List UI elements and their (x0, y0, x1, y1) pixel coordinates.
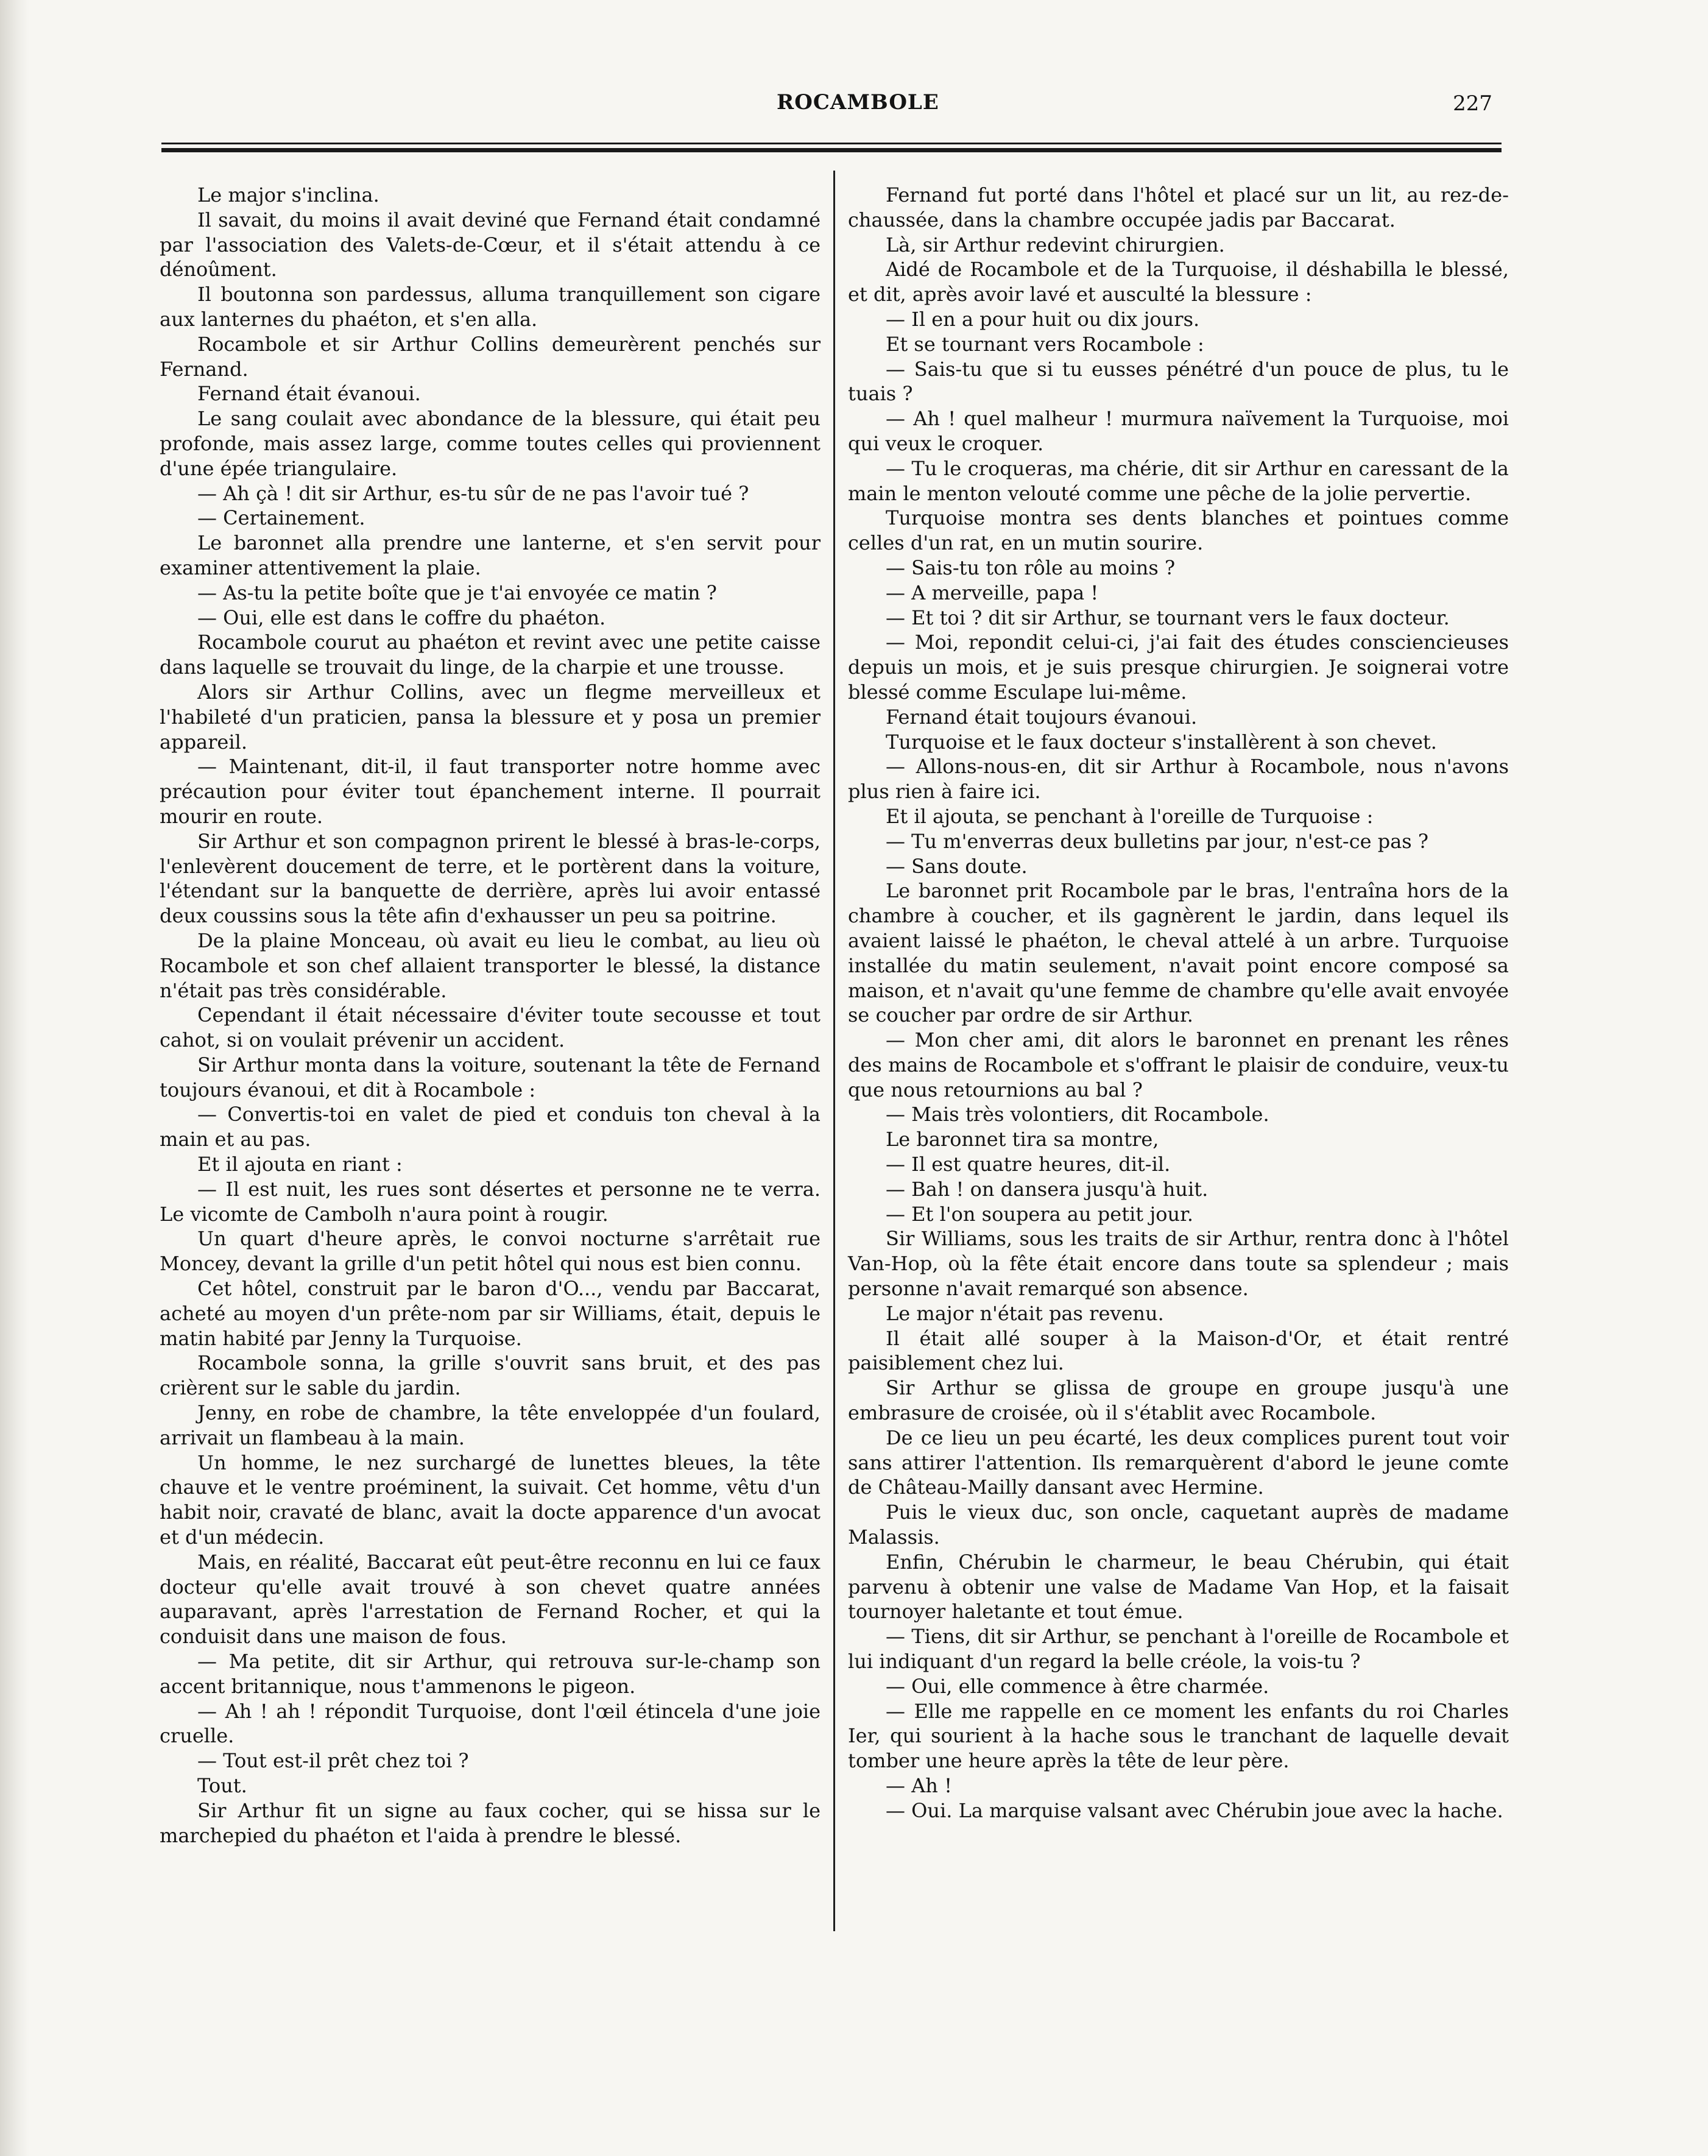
paragraph: De la plaine Monceau, où avait eu lieu le combat, au lieu où Rocambole et son chef allaient transporter le blessé, la distance n'était pas très considérable. (160, 928, 820, 1002)
running-title: ROCAMBOLE (777, 90, 939, 115)
paragraph: Et se tournant vers Rocambole : (886, 332, 1204, 356)
paragraph: Un homme, le nez surchargé de lunettes bleues, la tête chauve et le ventre proéminent, la suivait. Cet homme, vêtu d'un habit noir, cravaté de blanc, avait la docte apparence d'un avocat et d'un médecin. (160, 1451, 820, 1549)
paragraph: — Ah ! quel malheur ! murmura naïvement la Turquoise, moi qui veux le croquer. (848, 407, 1509, 455)
paragraph: — Il en a pour huit ou dix jours. (886, 307, 1200, 331)
paragraph: — Il est quatre heures, dit-il. (886, 1153, 1171, 1176)
paragraph: Cet hôtel, construit par le baron d'O..., vendu par Baccarat, acheté au moyen d'un prête-nom par sir Williams, était, depuis le matin habité par Jenny la Turquoise. (160, 1277, 820, 1350)
paragraph: Turquoise et le faux docteur s'installèrent à son chevet. (886, 730, 1437, 754)
paragraph: Il était allé souper à la Maison-d'Or, et était rentré paisiblement chez lui. (848, 1326, 1509, 1375)
paragraph: — Oui, elle est dans le coffre du phaéton. (197, 606, 606, 629)
paragraph: Le baronnet tira sa montre, (886, 1128, 1159, 1151)
paragraph: Le sang coulait avec abondance de la blessure, qui était peu profonde, mais assez large, comme toutes celles qui proviennent d'une épée triangulaire. (160, 407, 820, 480)
paragraph: — Sais-tu ton rôle au moins ? (886, 556, 1176, 579)
paragraph: — Il est nuit, les rues sont désertes et personne ne te verra. Le vicomte de Cambolh n'aura point à rougir. (160, 1177, 820, 1226)
paragraph: — Ma petite, dit sir Arthur, qui retrouva sur-le-champ son accent britannique, nous t'ammenons le pigeon. (160, 1650, 820, 1698)
paragraph: Enfin, Chérubin le charmeur, le beau Chérubin, qui était parvenu à obtenir une valse de Madame Van Hop, et la faisait tournoyer haletante et tout émue. (848, 1550, 1509, 1624)
paragraph: Sir Arthur fit un signe au faux cocher, qui se hissa sur le marchepied du phaéton et l'aida à prendre le blessé. (160, 1798, 820, 1847)
paragraph: Un quart d'heure après, le convoi nocturne s'arrêtait rue Moncey, devant la grille d'un petit hôtel qui nous est bien connu. (160, 1227, 820, 1276)
paragraph: — Convertis-toi en valet de pied et conduis ton cheval à la main et au pas. (160, 1103, 820, 1151)
paragraph: — A merveille, papa ! (886, 581, 1099, 604)
paragraph: — Et toi ? dit sir Arthur, se tournant vers le faux docteur. (886, 606, 1450, 629)
paragraph: Sir Arthur monta dans la voiture, soutenant la tête de Fernand toujours évanoui, et dit à Rocambole : (160, 1053, 820, 1101)
paragraph: — Et l'on soupera au petit jour. (886, 1202, 1194, 1226)
paragraph: — Tu m'enverras deux bulletins par jour, n'est-ce pas ? (886, 829, 1429, 853)
paragraph: — Sans doute. (886, 854, 1028, 878)
paragraph: — As-tu la petite boîte que je t'ai envoyée ce matin ? (197, 581, 717, 604)
paragraph: — Moi, repondit celui-ci, j'ai fait des études consciencieuses depuis un mois, et je suis presque chirurgien. Je soignerai votre blessé comme Esculape lui-même. (848, 631, 1509, 704)
right-column (848, 183, 1509, 1823)
paragraph: Mais, en réalité, Baccarat eût peut-être reconnu en lui ce faux docteur qu'elle avait trouvé à son chevet quatre années auparavant, après l'arrestation de Fernand Rocher, et qui la conduisit dans une maison de fous. (160, 1550, 820, 1649)
paragraph: Rocambole sonna, la grille s'ouvrit sans bruit, et des pas crièrent sur le sable du jardin. (160, 1351, 820, 1400)
paragraph: — Certainement. (197, 506, 365, 530)
paragraph: — Ah çà ! dit sir Arthur, es-tu sûr de ne pas l'avoir tué ? (197, 481, 749, 505)
paragraph: — Tiens, dit sir Arthur, se penchant à l'oreille de Rocambole et lui indiquant d'un regard la belle créole, la vois-tu ? (848, 1625, 1509, 1674)
paragraph: Là, sir Arthur redevint chirurgien. (886, 233, 1225, 256)
paragraph: Sir Arthur et son compagnon prirent le blessé à bras-le-corps, l'enlevèrent doucement de terre, et le portèrent dans la voiture, l'étendant sur la banquette de derrière, après lui avoir entassé deux coussins sous la tête afin d'exhausser un peu sa poitrine. (160, 829, 820, 928)
paragraph: Fernand était toujours évanoui. (886, 705, 1198, 729)
paragraph: Puis le vieux duc, son oncle, caquetant auprès de madame Malassis. (848, 1500, 1509, 1549)
paragraph: Alors sir Arthur Collins, avec un flegme merveilleux et l'habileté d'un praticien, pansa la blessure et y posa un premier appareil. (160, 680, 820, 754)
column-divider (833, 171, 835, 1931)
paragraph: — Mon cher ami, dit alors le baronnet en prenant les rênes des mains de Rocambole et s'offrant le plaisir de conduire, veux-tu que nous retournions au bal ? (848, 1028, 1509, 1101)
paragraph: — Sais-tu que si tu eusses pénétré d'un pouce de plus, tu le tuais ? (848, 357, 1509, 406)
paragraph: Le baronnet prit Rocambole par le bras, l'entraîna hors de la chambre à coucher, et ils gagnèrent le jardin, dans lequel ils avaient laissé le phaéton, le cheval attelé à un arbre. Turquoise installée du matin seulement, n'avait point encore composé sa maison, et n'avait qu'une femme de chambre qu'elle avait envoyée se coucher par ordre de sir Arthur. (848, 879, 1509, 1027)
paragraph: Rocambole courut au phaéton et revint avec une petite caisse dans laquelle se trouvait du linge, de la charpie et une trousse. (160, 631, 820, 679)
page-number: 227 (1453, 91, 1492, 116)
paragraph: — Bah ! on dansera jusqu'à huit. (886, 1177, 1209, 1201)
paragraph: Jenny, en robe de chambre, la tête enveloppée d'un foulard, arrivait un flambeau à la main. (160, 1401, 820, 1449)
paragraph: — Ah ! (886, 1774, 952, 1797)
header-rule-thick (161, 148, 1502, 152)
paragraph: Le major s'inclina. (197, 183, 379, 207)
paragraph: Tout. (197, 1774, 247, 1797)
paragraph: Aidé de Rocambole et de la Turquoise, il déshabilla le blessé, et dit, après avoir lavé et ausculté la blessure : (848, 258, 1509, 306)
paragraph: Cependant il était nécessaire d'éviter toute secousse et tout cahot, si on voulait prévenir un accident. (160, 1003, 820, 1052)
paragraph: Il boutonna son pardessus, alluma tranquillement son cigare aux lanternes du phaéton, et s'en alla. (160, 283, 820, 331)
paragraph: De ce lieu un peu écarté, les deux complices purent tout voir sans attirer l'attention. Ils remarquèrent d'abord le jeune comte de Château-Mailly dansant avec Hermine. (848, 1426, 1509, 1499)
paragraph: Rocambole et sir Arthur Collins demeurèrent penchés sur Fernand. (160, 332, 820, 381)
paragraph: Et il ajouta, se penchant à l'oreille de Turquoise : (886, 804, 1374, 828)
paragraph: — Tu le croqueras, ma chérie, dit sir Arthur en caressant de la main le menton velouté comme une pêche de la jolie pervertie. (848, 456, 1509, 505)
paragraph: Sir Williams, sous les traits de sir Arthur, rentra donc à l'hôtel Van-Hop, où la fête était encore dans toute sa splendeur ; mais personne n'avait remarqué son absence. (848, 1227, 1509, 1301)
paragraph: — Oui. La marquise valsant avec Chérubin joue avec la hache. (886, 1798, 1503, 1822)
paragraph: — Oui, elle commence à être charmée. (886, 1674, 1269, 1698)
left-column (160, 183, 820, 1848)
paragraph: — Elle me rappelle en ce moment les enfants du roi Charles Ier, qui sourient à la hache sous le tranchant de laquelle devait tomber une heure après la tête de leur père. (848, 1699, 1509, 1773)
page-header (152, 90, 1492, 127)
paragraph: — Tout est-il prêt chez toi ? (197, 1749, 469, 1773)
header-rule-thin (161, 143, 1502, 144)
paragraph: Sir Arthur se glissa de groupe en groupe jusqu'à une embrasure de croisée, où il s'établit avec Rocambole. (848, 1376, 1509, 1425)
paragraph: Le baronnet alla prendre une lanterne, et s'en servit pour examiner attentivement la plaie. (160, 531, 820, 579)
page-edge-shadow (0, 0, 29, 2156)
paragraph: Fernand fut porté dans l'hôtel et placé sur un lit, au rez-de-chaussée, dans la chambre occupée jadis par Baccarat. (848, 183, 1509, 232)
paragraph: Il savait, du moins il avait deviné que Fernand était condamné par l'association des Valets-de-Cœur, et il s'était attendu à ce dénoûment. (160, 208, 820, 281)
paragraph: — Mais très volontiers, dit Rocambole. (886, 1103, 1269, 1126)
paragraph: Et il ajouta en riant : (197, 1153, 403, 1176)
paragraph: Turquoise montra ses dents blanches et pointues comme celles d'un rat, en un mutin sourire. (848, 506, 1509, 555)
paragraph: — Maintenant, dit-il, il faut transporter notre homme avec précaution pour éviter tout épanchement interne. Il pourrait mourir en route. (160, 755, 820, 828)
paragraph: — Allons-nous-en, dit sir Arthur à Rocambole, nous n'avons plus rien à faire ici. (848, 755, 1509, 804)
paragraph: — Ah ! ah ! répondit Turquoise, dont l'œil étincela d'une joie cruelle. (160, 1699, 820, 1748)
paragraph: Le major n'était pas revenu. (886, 1301, 1164, 1325)
paragraph: Fernand était évanoui. (197, 382, 421, 406)
